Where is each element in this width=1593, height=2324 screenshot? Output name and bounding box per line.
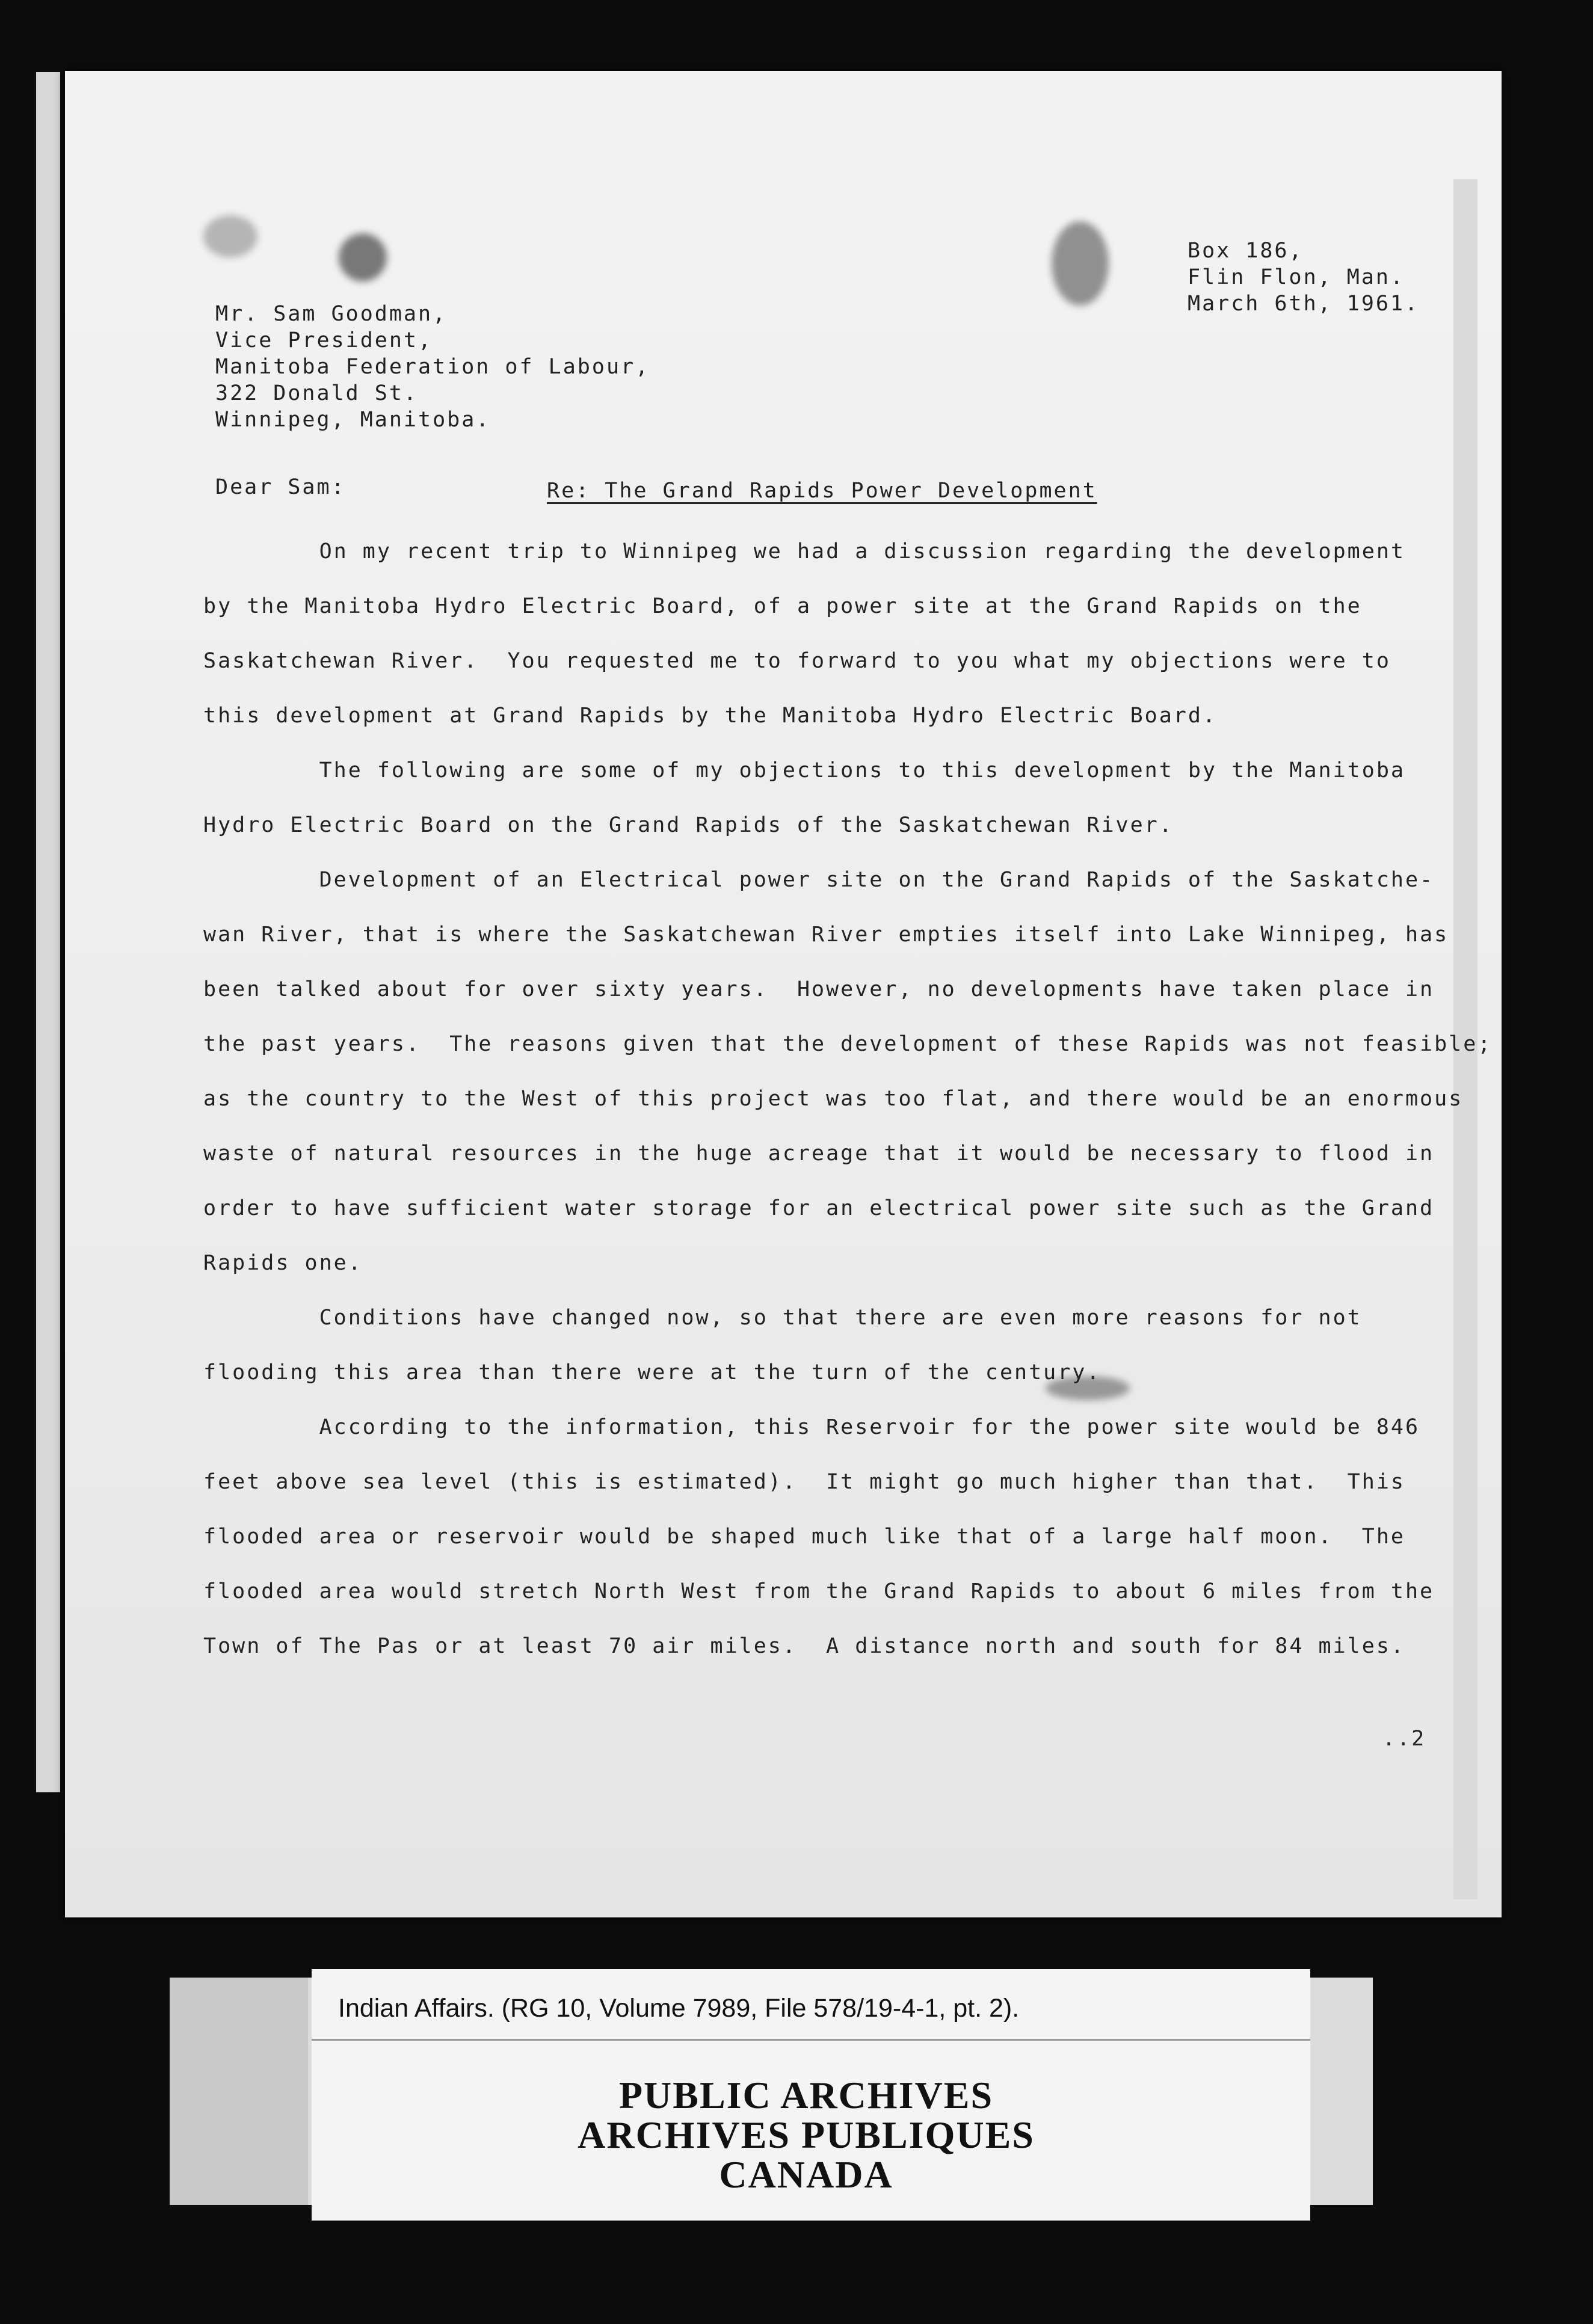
page-continuation-marker: ..2 xyxy=(1382,1727,1426,1751)
body-line: flooded area or reservoir would be shaped much like that of a large half moon. The xyxy=(203,1525,1405,1549)
body-line: Rapids one. xyxy=(203,1251,363,1275)
body-line: as the country to the West of this project was too flat, and there would be an enormous xyxy=(203,1087,1464,1111)
ink-smudge xyxy=(1052,221,1109,306)
page-edge-left xyxy=(36,72,60,1792)
body-line: On my recent trip to Winnipeg we had a discussion regarding the development xyxy=(203,540,1405,564)
subject-line: Re: The Grand Rapids Power Development xyxy=(547,479,1097,503)
body-line: been talked about for over sixty years. However, no developments have taken place in xyxy=(203,977,1435,1001)
body-line: The following are some of my objections to this development by the Manitoba xyxy=(203,758,1405,782)
letter-body xyxy=(203,541,1492,1691)
salutation: Dear Sam: xyxy=(215,475,346,499)
sender-address-line: Box 186, xyxy=(1188,239,1304,263)
ink-smudge xyxy=(203,215,257,257)
archive-stamp-line: ARCHIVES PUBLIQUES xyxy=(578,2113,1035,2156)
archive-reference: Indian Affairs. (RG 10, Volume 7989, File 578/19-4-1, pt. 2). xyxy=(338,1994,1020,2023)
letter-page xyxy=(65,71,1502,1917)
body-line: According to the information, this Reservoir for the power site would be 846 xyxy=(203,1415,1420,1439)
body-line: waste of natural resources in the huge acreage that it would be necessary to flood in xyxy=(203,1142,1435,1166)
archive-stamp-line: PUBLIC ARCHIVES xyxy=(618,2074,994,2116)
sender-address xyxy=(1188,241,1419,320)
body-line: Hydro Electric Board on the Grand Rapids of the Saskatchewan River. xyxy=(203,813,1174,837)
label-divider xyxy=(312,2039,1310,2041)
letter-date: March 6th, 1961. xyxy=(1188,292,1420,316)
body-line: Saskatchewan River. You requested me to forward to you what my objections were to xyxy=(203,649,1391,673)
body-line: this development at Grand Rapids by the Manitoba Hydro Electric Board. xyxy=(203,704,1218,728)
archive-stamp-line: CANADA xyxy=(719,2153,893,2196)
body-line: Development of an Electrical power site on the Grand Rapids of the Saskatche- xyxy=(203,868,1435,892)
recipient-address xyxy=(215,304,650,436)
sender-address-line: Flin Flon, Man. xyxy=(1188,265,1405,289)
body-line: flooded area would stretch North West from the Grand Rapids to about 6 miles from the xyxy=(203,1579,1435,1603)
recipient-address-line: Winnipeg, Manitoba. xyxy=(215,408,491,432)
body-line: by the Manitoba Hydro Electric Board, of a power site at the Grand Rapids on the xyxy=(203,594,1362,618)
recipient-address-line: Vice President, xyxy=(215,328,433,352)
recipient-address-line: 322 Donald St. xyxy=(215,381,419,405)
body-line: wan River, that is where the Saskatchewan River empties itself into Lake Winnipeg, has xyxy=(203,923,1449,947)
body-line: flooding this area than there were at the turn of the century. xyxy=(203,1360,1102,1385)
ink-smudge xyxy=(339,233,387,281)
recipient-address-line: Manitoba Federation of Labour, xyxy=(215,355,650,379)
body-line: the past years. The reasons given that the development of these Rapids was not feasible; xyxy=(203,1032,1493,1056)
body-line: order to have sufficient water storage for an electrical power site such as the Grand xyxy=(203,1196,1435,1220)
recipient-address-line: Mr. Sam Goodman, xyxy=(215,302,448,326)
body-line: feet above sea level (this is estimated). It might go much higher than that. This xyxy=(203,1470,1405,1494)
body-line: Town of The Pas or at least 70 air miles. A distance north and south for 84 miles. xyxy=(203,1634,1405,1658)
archive-label-edge xyxy=(170,1978,308,2205)
body-line: Conditions have changed now, so that there are even more reasons for not xyxy=(203,1306,1362,1330)
